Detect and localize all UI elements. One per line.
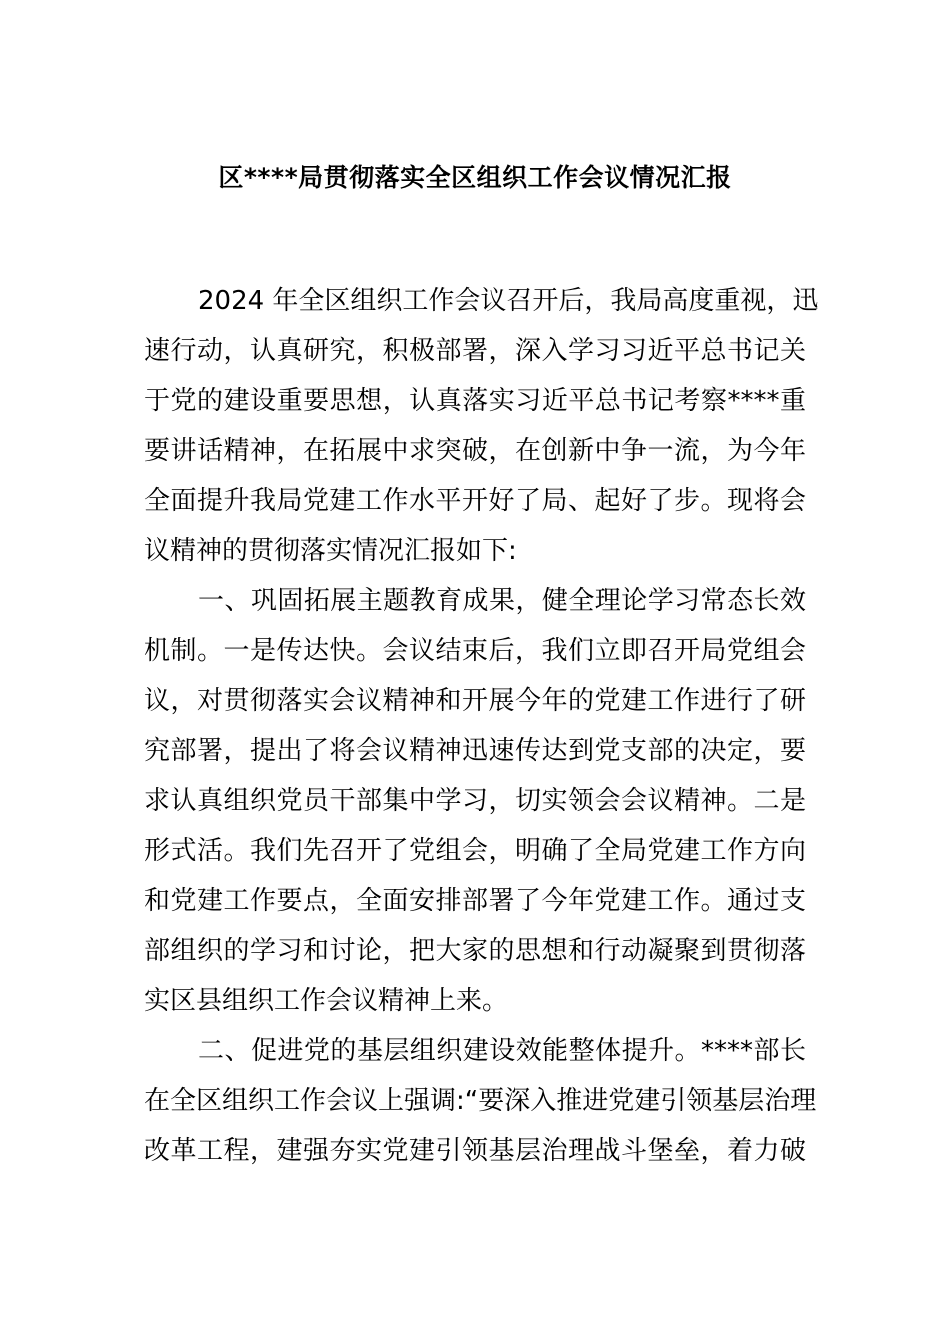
text-line: 要讲话精神，在拓展中求突破，在创新中争一流，为今年 (144, 436, 806, 466)
text-line: 实区县组织工作会议精神上来。 (144, 986, 509, 1016)
text-line: 机制。一是传达快。会议结束后，我们立即召开局党组会 (144, 636, 806, 666)
text-line: 2024 年全区组织工作会议召开后，我局高度重视，迅 (198, 286, 819, 316)
section-heading-line: 一、巩固拓展主题教育成果，健全理论学习常态长效 (198, 586, 806, 616)
text-line: 议精神的贯彻落实情况汇报如下: (144, 536, 517, 566)
document-title: 区****局贯彻落实全区组织工作会议情况汇报 (218, 163, 732, 192)
text-line: 于党的建设重要思想，认真落实习近平总书记考察****重 (144, 386, 806, 416)
text-line: 速行动，认真研究，积极部署，深入学习习近平总书记关 (144, 336, 806, 366)
text-line: 全面提升我局党建工作水平开好了局、起好了步。现将会 (144, 486, 806, 516)
text-line: 究部署，提出了将会议精神迅速传达到党支部的决定，要 (144, 736, 806, 766)
text-line: 在全区组织工作会议上强调:“要深入推进党建引领基层治理 (144, 1086, 817, 1116)
section-heading-line: 二、促进党的基层组织建设效能整体提升。****部长 (198, 1036, 806, 1066)
text-line: 求认真组织党员干部集中学习，切实领会会议精神。二是 (144, 786, 806, 816)
text-line: 改革工程，建强夯实党建引领基层治理战斗堡垒，着力破 (144, 1136, 806, 1166)
text-line: 议，对贯彻落实会议精神和开展今年的党建工作进行了研 (144, 686, 806, 716)
text-line: 部组织的学习和讨论，把大家的思想和行动凝聚到贯彻落 (144, 936, 806, 966)
text-line: 形式活。我们先召开了党组会，明确了全局党建工作方向 (144, 836, 806, 866)
text-line: 和党建工作要点，全面安排部署了今年党建工作。通过支 (144, 886, 806, 916)
